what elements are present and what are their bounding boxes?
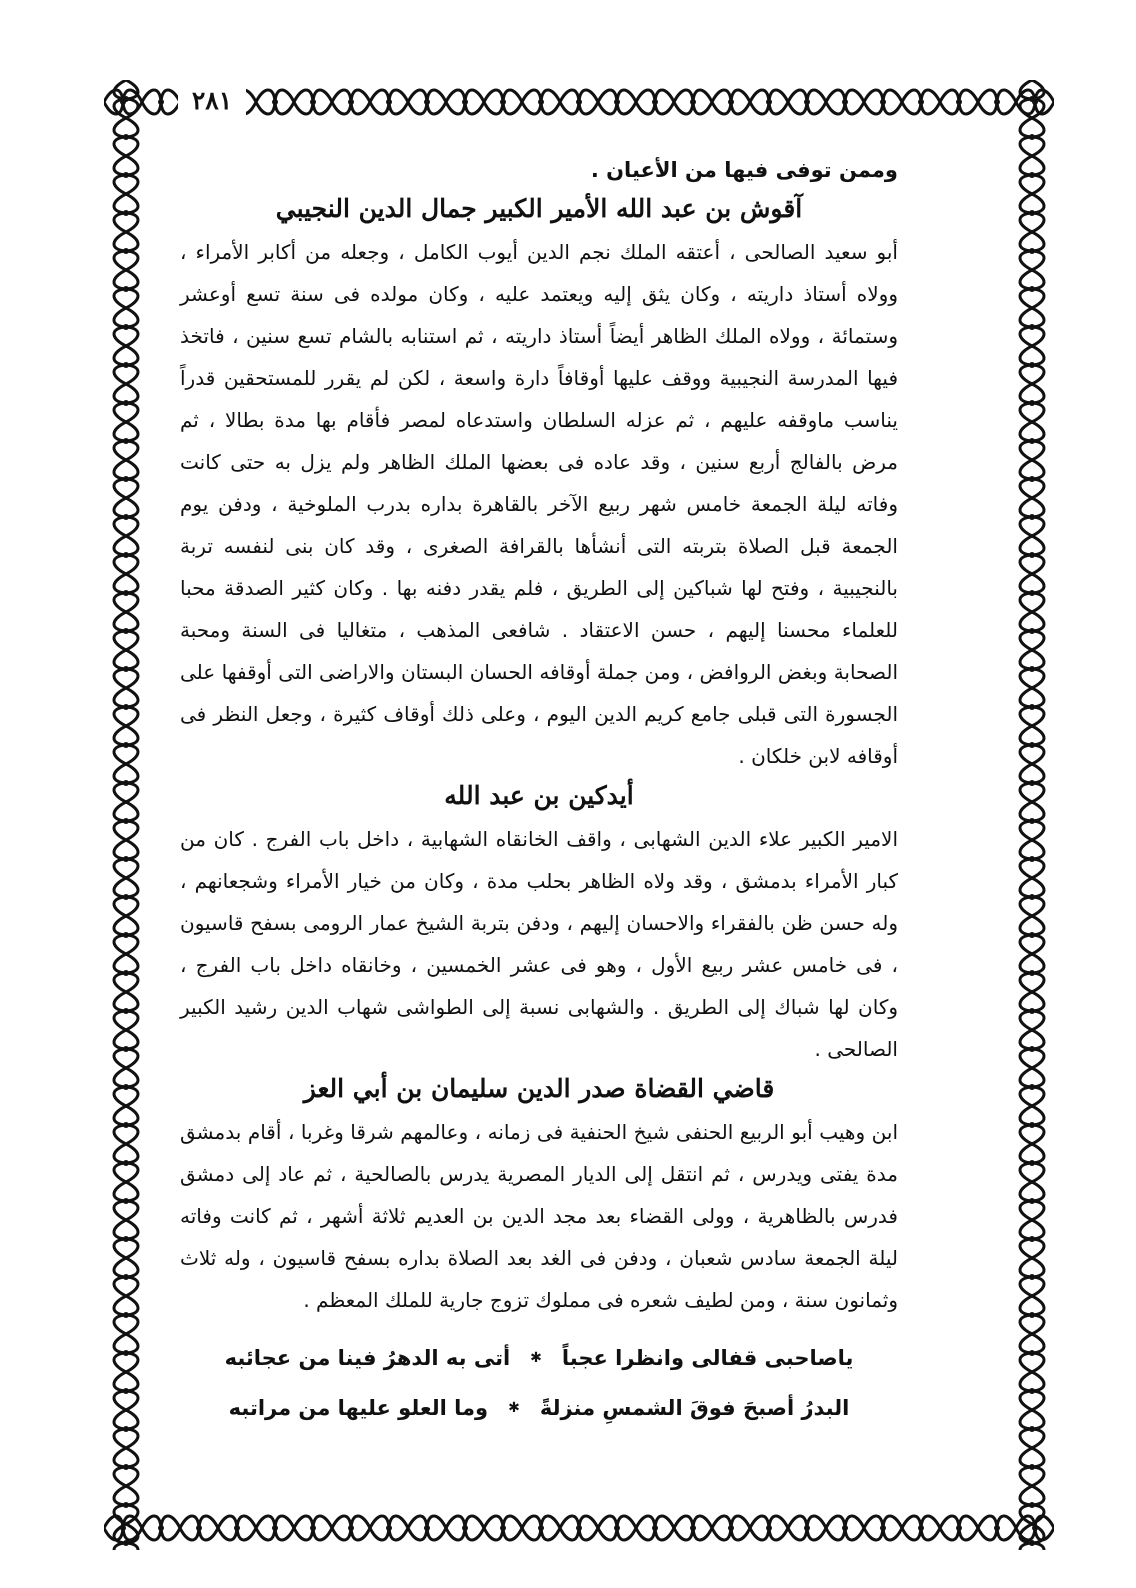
section-heading-aydakin: أيدكين بن عبد الله <box>444 781 634 810</box>
section-heading-sulayman: قاضي القضاة صدر الدين سليمان بن أبي العز <box>303 1074 775 1103</box>
page-number: ٢٨١ <box>178 84 246 118</box>
verse-second-hemistich: أتى به الدهرُ فينا من عجائبه <box>224 1346 511 1370</box>
verse-line <box>180 1383 898 1433</box>
section-text-sulayman: ابن وهيب أبو الربيع الحنفى شيخ الحنفية فى زمانه ، وعالمهم شرقا وغربا ، أقام بدمشق مدة يفتى ويدرس ، ثم انتقل إلى الديار المصرية يدرس بالصالحية ، ثم عاد إلى دمشق فدرس بالظاهرية ، وولى القضاء بعد مجد الدين بن العديم ثلاثة أشهر ، ثم كانت وفاته ليلة الجمعة سادس شعبان ، ودفن فى الغد بعد الصلاة بداره بسفح قاسيون ، وله ثلاث وثمانون سنة ، ومن لطيف شعره فى مملوك تزوج جارية للملك المعظم . <box>180 1120 898 1312</box>
star-separator-icon: ✱ <box>530 1350 542 1366</box>
left-border-ornament <box>104 80 148 1550</box>
verse-second-hemistich: وما العلو عليها من مراتبه <box>228 1396 489 1420</box>
poem-verses <box>180 1333 898 1433</box>
page-content <box>180 148 898 1433</box>
section-text-aydakin: الامير الكبير علاء الدين الشهابى ، واقف الخانقاه الشهابية ، داخل باب الفرج . كان من كبار الأمراء بدمشق ، وقد ولاه الظاهر بحلب مدة ، وكان من خيار الأمراء وشجعانهم ، وله حسن ظن بالفقراء والاحسان إليهم ، ودفن بتربة الشيخ عمار الرومى بسفح قاسيون ، فى خامس عشر ربيع الأول ، وهو فى عشر الخمسين ، وخانقاه داخل باب الفرج ، وكان لها شباك إلى الطريق . والشهابى نسبة إلى الطواشى شهاب الدين رشيد الكبير الصالحى . <box>180 827 898 1061</box>
intro-line: وممن توفى فيها من الأعيان . <box>590 158 898 182</box>
top-border-ornament <box>104 80 1054 124</box>
right-border-ornament <box>1010 80 1054 1550</box>
verse-first-hemistich: البدرُ أصبحَ فوقَ الشمسِ منزلةً <box>539 1396 850 1420</box>
section-text-aqush: أبو سعيد الصالحى ، أعتقه الملك نجم الدين أيوب الكامل ، وجعله من أكابر الأمراء ، وولاه أستاذ داريته ، وكان يثق إليه ويعتمد عليه ، وكان مولده فى سنة تسع أوعشر وستمائة ، وولاه الملك الظاهر أيضاً أستاذ داريته ، ثم استنابه بالشام تسع سنين ، فاتخذ فيها المدرسة النجيبية ووقف عليها أوقافاً دارة واسعة ، لكن لم يقرر للمستحقين قدراً يناسب ماوقفه عليهم ، ثم عزله السلطان واستدعاه لمصر فأقام بها مدة بطالا ، ثم مرض بالفالج أربع سنين ، وقد عاده فى بعضها الملك الظاهر ولم يزل به حتى كانت وفاته ليلة الجمعة خامس شهر ربيع الآخر بالقاهرة بداره بدرب الملوخية ، ودفن يوم الجمعة قبل الصلاة بتربته التى أنشأها بالقرافة الصغرى ، وقد كان بنى لنفسه تربة بالنجيبية ، وفتح لها شباكين إلى الطريق ، فلم يقدر دفنه بها . وكان كثير الصدقة محبا للعلماء محسنا إليهم ، حسن الاعتقاد . شافعى المذهب ، متغاليا فى السنة ومحبة الصحابة وبغض الروافض ، ومن جملة أوقافه الحسان البستان والاراضى التى أوقفها على الجسورة التى قبلى جامع كريم الدين اليوم ، وعلى ذلك أوقاف كثيرة ، وجعل النظر فى أوقافه لابن خلكان . <box>180 240 898 768</box>
verse-line <box>180 1333 898 1383</box>
star-separator-icon: ✱ <box>508 1400 520 1416</box>
bottom-border-ornament <box>104 1506 1054 1550</box>
section-heading-aqush: آقوش بن عبد الله الأمير الكبير جمال الدين النجيبي <box>275 194 803 223</box>
verse-first-hemistich: ياصاحبى قفالى وانظرا عجباً <box>561 1346 854 1370</box>
